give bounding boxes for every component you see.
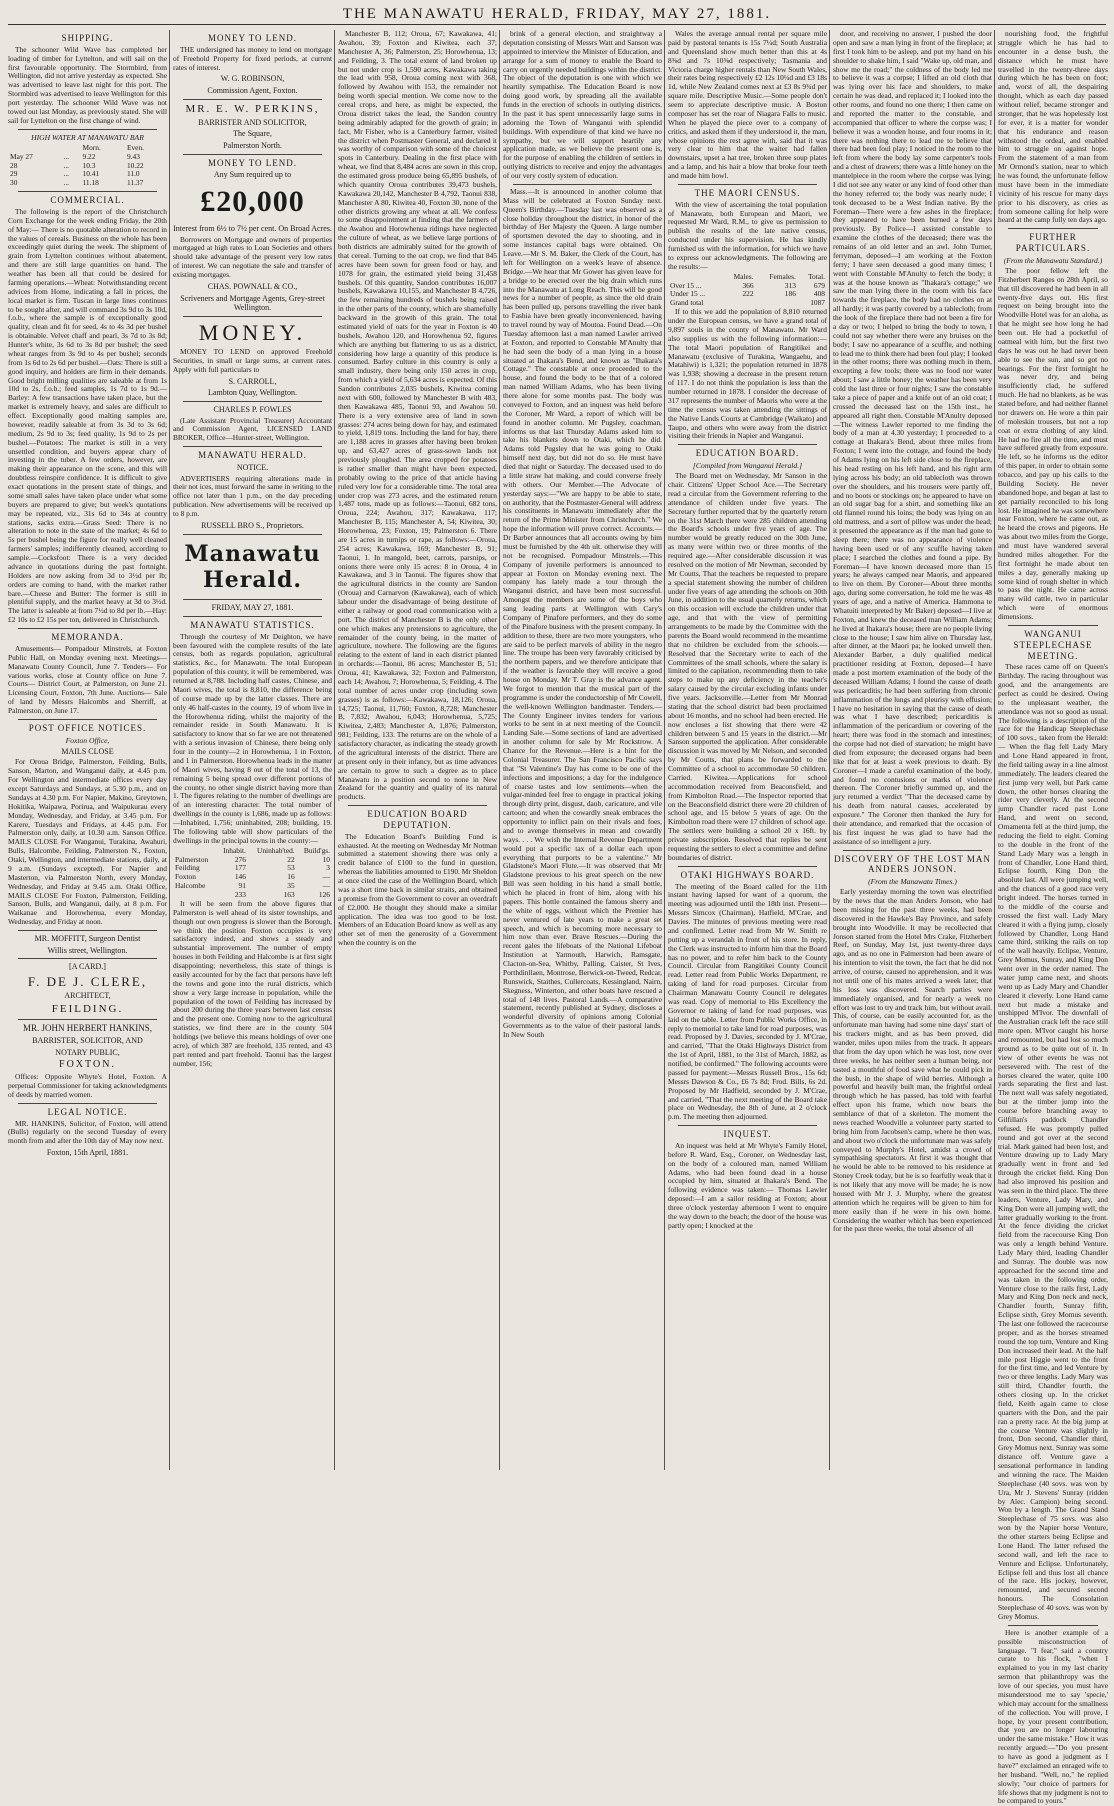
divider — [843, 850, 982, 851]
mails-close-label: MAILS CLOSE — [61, 746, 114, 756]
divider — [18, 719, 157, 720]
statistics-heading: MANAWATU STATISTICS. — [190, 619, 315, 630]
architect-role: ARCHITECT, — [64, 991, 111, 1001]
table-cell: 30 — [10, 178, 18, 188]
table-cell: 1087 — [810, 298, 825, 308]
table-cell: Build'gs. — [303, 845, 330, 855]
solicitor-place: FOXTON. — [59, 1059, 116, 1071]
divider — [678, 184, 817, 185]
divider — [183, 616, 322, 617]
pastoral-continued: Wales the average annual rental per square mile paid by pastoral tenants is 15s 7¼d; South Australia and Queensland show much better than this at 4s 8⅜d and 7s 10⅝d respectively; Tasmania and Victoria charge higher rentals than New South Wales, their rates being respectively £2 12s 10¼d and £3 18s 1d, while New Zealand comes next at £3 8s 9¾d per square mile. Descriptive Music.—Some people don't seem to appreciate descriptive music. A Boston composer has set the roar of Niagara Falls to music. When he played the piece over to a company of critics, and asked them if they understood it, the man, whose opinions the rest agree with, said that it was very clear to him that the waiter had fallen downstairs, upset a hat tree, broken three soup plates and a lamp, and his hair a blow that broke four teeth and made him howl. — [668, 29, 827, 180]
column-2 — [173, 30, 332, 1470]
divider — [18, 129, 157, 130]
table-cell: Even. — [126, 142, 145, 152]
divider — [1008, 625, 1098, 626]
herald-notice-text: ADVERTISERS requiring alterations made in their not ices, must forward the same in writing to the office not later than 1 p.m., on the day preceding publication. New advertisements will be received up to 8 p.m. — [173, 473, 332, 519]
table-cell: Grand total — [670, 298, 704, 308]
table-cell: 10.41 — [82, 169, 100, 179]
shipping-text: The schooner Wild Wave has completed her loading of timber for Lyttelton, and will sail on the first favourable opportunity. The Stormbird, from Wellington, did not arrive yesterday as expected. She was advertised to leave last night for this port. The Stormbird was advertised to leave Wellington for this port yesterday. The schooner Wild Wave was not towed out last Monday, as previously stated. She will sail for Lyttelton on the first change of wind. — [8, 44, 167, 125]
pownall-sign: CHAS. POWNALL & CO., — [207, 281, 298, 291]
statistics-text: Through the courtesy of Mr Deighton, we have been favoured with the complete results of the late census, both as regards population, agricultural statistics, &c., for Manawatu. The total European population of this county, it will be remembered, was returned at 8,788. Including half castes, Chinese, and Maori wives, the total is 8,810, the difference being of course made up by the latter classes. There are only 46 half-castes in the county, 19 of whom live in the Horowhenua riding, whilst the majority of the remainder reside in South Manawatu. It is satisfactory to know that so far we are not threatened with a serious invasion of Chinese, there being only four in the county—2 in Horowhenua, 1 in Foxton, and 1 in Palmerston. Horowhenua leads in the matter of Maori wives, having 8 out of the total of 13, the remaining 5 being spread over different portions of the county, no other single district having more than 1. The figures relating to the number of dwellings are of an interesting character. The total number of dwellings in the county is 1,686, made up as follows:—Inhabited, 1,756; uninhabited, 208; building, 19. The following table will show particulars of the dwellings in the principal towns in the county:— — [173, 631, 332, 845]
education-board-heading: EDUCATION BOARD. — [695, 448, 800, 459]
table-cell: Inhabit. — [223, 845, 246, 855]
post-office-text: For Oroua Bridge, Palmerston, Feilding, Bulls, Sanson, Marton, and Wanganui daily, at 4.45 p.m. For Wellington and intermediate offices every day except Saturdays and Sundays, at 5.30 p.m., and on Sundays at 4.30 p.m. For Napier, Makino, Greytown, Hokitika, Waipawa, Porirua, and Waipukurau every Monday, Wednesday, and Friday, at 3.45 p.m. For Karere, Tuesdays and Fridays, at 4.45 p.m. For Palmerston only, daily, at 10.30 a.m. Sanson Office. MAILS CLOSE For Wanganui, Turakina, Awahuri, Bulls, Halcombe, Feilding, Palmerston N., Foxton, Otaki, Wellington, and intermediate stations, daily, at 9 a.m. (Sundays excepted). For Napier and Masterton, via Palmerston North, every Monday, Wednesday, and Friday at 9.45 a.m. Otaki Office, MAILS CLOSE For Foxton, Palmerston, Feilding, Sanson, Bulls, and Wanganui, daily, at 8 p.m. For Waikanae and Horowhenua, every Monday, Wednesday, and Friday at noon. — [8, 757, 167, 927]
dwellings-table — [173, 847, 332, 900]
pownall-sign-2: Scriveners and Mortgage Agents, Grey-street Wellington. — [180, 293, 325, 313]
column-rule — [994, 30, 995, 1470]
table-cell: 366 — [742, 280, 754, 290]
table-cell: 233 — [234, 890, 246, 900]
table-cell: Females. — [769, 271, 796, 281]
miscellany-text: Here is another example of a possible misconstruction of language. "I fear," said a country curate to his flock, "when I explained to you in my last charity sermon that philanthropy was the love of our species, you must have misunderstood me to say 'specie,' which may account for the smallness of the collection. You will prove, I hope, by your present contribution, that you are no longer labouring under the same mistake." How it was recently argued:—"Do you present to have as good a judgment as I have?" exclaimed an enraged wife to her husband. "Well, no," he replied slowly; "our choice of partners for life shows that my judgment is not to be compared to yours." — [998, 1627, 1108, 1806]
table-cell: 29 — [10, 169, 18, 179]
money-to-lend-body: Borrowers on Mortgage and owners of properties mortgaged at high rates to Loan Societies and others should take advantage of the present very low rates of interest. We can negotiate the sale and transfer of existing mortgages. — [173, 234, 332, 280]
money-to-lend-amount: £20,000 — [200, 184, 305, 218]
money-to-lend-sign-2: Commission Agent, Foxton. — [207, 86, 298, 96]
post-office-subheading: Foxton Office, — [65, 735, 110, 745]
table-cell: Over 15 ... — [670, 280, 702, 290]
carroll-sign: S. CARROLL, — [228, 376, 277, 386]
column-4 — [503, 30, 662, 1470]
discovery-heading: DISCOVERY OF THE LOST MAN ANDERS JONSON. — [834, 853, 991, 875]
table-cell: Under 15 ... — [670, 289, 706, 299]
solicitor-role: BARRISTER, SOLICITOR, AND — [32, 1035, 143, 1045]
divider — [18, 1019, 157, 1020]
money-to-lend-text: THE undersigned has money to lend on mortgage of Freehold Property for fixed periods, at current rates of interest. — [173, 44, 332, 72]
column-1 — [8, 30, 167, 1470]
divider — [18, 1103, 157, 1104]
card-label: [A CARD.] — [69, 962, 106, 972]
carroll-sign-2: Lambton Quay, Wellington. — [208, 388, 297, 398]
table-cell: 11.37 — [126, 178, 144, 188]
legal-notice-text: MR. HANKINS, Solicitor, of Foxton, will attend (Bulls) regularly on the second Tuesday of every month from and after the 10th day of May now next. — [8, 1118, 167, 1146]
divider — [348, 805, 487, 806]
maori-census-text-2: If to this we add the population of 8,810 returned under the European census, we have a grand total of 9,897 souls in the county of Manawatu. Mr Ward also supplies us with the following information:— The total Maori population of Rangitikei and Manawatu (exclusive of Turakina, Wangaehu, and Matahiwi) is 1,321; the population returned in 1878 was 1,938; showing a decrease in the present return of 117. I do not think the population is less than the number returned in 1878. I consider the decrease of 317 represents the number of Maoris who were at the time the census was taken attending the sittings of the Native Lands Courts at Cambridge (Waikato) and Taupo, and others who were away from the district visiting their friends in Napier and Wanganui. — [668, 307, 827, 441]
education-board-source: [Compiled from Wanganui Herald.] — [692, 461, 803, 471]
herald-notice-heading: MANAWATU HERALD. — [198, 450, 307, 461]
table-cell: Palmerston — [175, 854, 209, 864]
money-to-lend-heading: MONEY TO LEND. — [207, 33, 298, 43]
table-cell: Morn. — [82, 142, 101, 152]
architect-place: FEILDING. — [51, 1002, 124, 1015]
discovery-source: (From the Manawatu Times.) — [868, 877, 957, 887]
fowles-text: (Late Assistant Provincial Treasurer) Accountant and Commission Agent, LICENSED LAND BROKER, Office—Hunter-street, Wellington. — [173, 415, 332, 443]
further-particulars-heading: FURTHER PARTICULARS. — [1015, 232, 1091, 254]
column-7 — [998, 29, 1109, 1806]
money-text: MONEY TO LEND on approved Freehold Securities, in small or large sums, at current rates. Apply with full particulars to — [173, 347, 332, 374]
divider — [183, 316, 322, 317]
column-rule — [334, 30, 335, 1470]
table-cell: Uninhab'ted. — [256, 845, 295, 855]
money-to-lend-sign: W. G. ROBINSON, — [220, 74, 285, 84]
education-board-text: The Board met on Wednesday, Mr Sanson in the chair. Citizens' Upper School Ace.—The Secretary read a circular from the Government referring to the attendance of children under five years. The Secretary further reported that by the quarterly return on the 31st March there were 285 children attending the Board's schools under five years of age. The number would be greatly reduced on the 30th June, as many were within two or three months of the required age.—After considerable discussion it was resolved on the motion of Mr Newman, seconded by Mr Coutts, That the teachers be requested to prepare a special statement showing the number of children under five years of age attending the schools on 30th June, in addition to the usual quarterly returns, which on this occasion will exclude the children under that age, and that with the view of permitting arrangements to be made by the Committee with the parents the Board would recommend in the meantime that no children be excluded from the schools.—Resolved that the Secretary write to each of the Committees of the small schools, where the salary is limited to the capitation, recommending them to take steps to make up any deficiency in the teacher's salary caused by the circular excluding infants under five years. Jacksonville.—Letter from Mr Monrad stating that the school district had been proclaimed about 16 months, and no school had been erected. He now encloses a list showing that there were 42 children between 5 and 15 years in the district.—Mr Sanson supported the application. After considerable discussion it was moved by Mr Nelson, and seconded by Mr Coutts, that plans be forwarded to the Committee of a school to accommodate 50 children. Carried. Kiwitea.—Applications for school accommodation received from Beaconsfield, and from Kimbolton Road.—The Inspector reported that on the Beaconsfield district there were 20 children of school age, and 15 below 5 years of age. On the Kimbolton road there were 17 children of school age. The settlers were building a school 20 x 16ft. by private subscription. Resolved that replies be sent requesting the settlers to elect a committee and define boundaries of district. — [668, 471, 827, 862]
table-cell: May 27 — [10, 151, 33, 161]
perkins-role: BARRISTER AND SOLICITOR, — [198, 117, 307, 127]
divider — [1008, 1625, 1098, 1626]
statistics-continued: Manchester B, 112; Oroua, 67; Kawakawa, 41; Awahou, 39; Foxton and Kiwitea, each 37; Manchester A, 36; Palmerston, 25; Horowhenua, 13; and Feilding, 3. The total extent of land broken up but not under crop is 1,590 acres, Kawakawa taking the lead with 958, Oroua coming next with 368, followed by Awahou with 153, the remainder not being worth special mention. We come now to the cereal crops, and here, as might be expected, the Oroua district takes the lead, the Sandon country being admirably adapted for the growth of grain; in fact, Mr Fisher, who is a Canterbury farmer, visited the district when Postmaster General, and declared it was worthy of comparison with some of the choicest spots in Canterbury. Dealing in the first place with wheat, we find that 8,484 acres are sown in this crop, the estimated gross produce being 65,895 bushels, of which quantity Oroua contributes 39,473 bushels, Kawakawa 20,142, Manchester B 4,792, Taonui 838, Manchester A 80, Kiwitea 40, Foxton 30, none of the other districts growing any wheat at all. We confess to some disappointment at finding that the farmers of the Awahou and Horowhenua ridings have neglected the culture of wheat, as we believe large portions of both districts are admirably suited for the growth of that cereal. Turning to the oat crop, we find that 845 acres have been sown for green food or hay, and 1078 for grain, the estimated yield being 31,458 bushels. Of this quantity, Sandon contributes 16,007 bushels, Kawakawa 10,155, and Manchester B 4,726, the few remaining hundreds of bushels being raised in the other parts of the county, which are shamefully backward in the growth of this grain. The total estimated yield of oats for the year in Foxton is 40 bushels, Awahou 120, and Horowhenua 92, figures which are anything but flattering to us as a district, considering how large a quantity of this produce is consumed. Barley culture in this country is only a small industry, there being only 150 acres in crop, from which a yield of 5,634 acres is expected. Of this Sandon contributes 2,035 bushels, Kiwitea coming next with 600, followed by Manchester B with 483, then Kawakawa 485, Taonui 93, and Awahou 50. There is a very extensive area of land in sown grasses: 274 acres being down for hay, and estimated to yield, 1,819 tons. Including the land for hay, there are 1,188 acres in grasses after having been broken up, and 63,427 acres of grass-sown lands not previously ploughed. The area cropped for potatoes is rather smaller than might have been expected, probably owing to the price of that article having ruled very low for a considerable time. The total area under crop was 273 acres, and the estimated return 1,487 tons, made up as follows:—Taonui, 682 tons, Oroua, 224; Awahou, 317; Kawakawa, 117; Manchester B, 115; Manchester A, 54; Kiwitea, 30; Horowhenua, 23; Foxton, 19; Palmerston 6. There are 15 acres in turnips or rape, as follows:—Oroua, 254 acres; Kawakawa, 169; Manchester B, 91; Taonui, 1. In mangold, beet, carrots, parsnips, or onions there were only 15 acres: 8 in Oroua, 4 in Kawakawa, and 3 in Taonui. The figures show that the agricultural districts in the county are Sandon (Oroua) and Carnarvon (Kawakawa), each of which labour under the disadvantage of being destitute of either a railway or good road communication with a port. The district of Manchester B is the only other one which makes any pretensions to agriculture, the remainder of the county being, in the matter of agriculture, nowhere. The following are the figures relating to the extent of land in each district planted in orchards:—Taonui, 86 acres; Manchester B, 51; Oroua, 41; Kawakawa, 32; Foxton and Palmerston, each 14; Awahou, 7; Horowhenua, 5; Feilding, 4. The total number of acres under crop (including sown grasses) is as follows:—Kawakawa, 18,126; Oroua, 14,725; Taonui, 11,760; Foxton, 8,728; Manchester B, 7,832; Awahou, 6,043; Horowhenua, 5,725; Kiwitea, 2,483; Manchester A, 1,876; Palmerston, 981; Feilding, 133. The returns are on the whole of a satisfactory character, as indicating the steady growth of the agricultural interests of the district. There are at present only in their infancy, but as time advances are certain to grow to such a degree as to place Manawatu in a position second to none in New Zealand for the quantity and quality of its natural products. — [338, 29, 497, 802]
solicitor-name: MR. JOHN HERBERT HANKINS, — [22, 1023, 153, 1034]
table-cell: 28 — [10, 160, 18, 170]
table-cell: Halcombe — [175, 881, 206, 891]
table-cell: 9.22 — [82, 151, 96, 161]
table-cell: 10 — [322, 854, 330, 864]
table-cell: 22 — [287, 854, 295, 864]
perkins-address: The Square, — [233, 129, 272, 139]
divider — [18, 930, 157, 931]
table-cell: 53 — [287, 863, 295, 873]
table-cell: Males. — [733, 271, 754, 281]
money-heading: MONEY. — [198, 319, 307, 345]
divider — [183, 154, 322, 155]
table-cell: 11.18 — [82, 178, 99, 188]
steeplechase-heading: WANGANUI STEEPLECHASE MEETING. — [1013, 628, 1093, 661]
local-news-text: Mass.—It is announced in another column that Mass will be celebrated at Foxton Sunday next. Queen's Birthday.—Tuesday last was observed as a close holiday throughout the district, in honor of the birthday of Her Majesty the Queen. A large number of sportsmen devoted the day to shooting, and in some instances capital bags were obtained. On Leave.—Mr S. M. Baker, the Clerk of the Court, has left for Wellington on a week's leave of absence. Bridge.—We hear that Mr Gower has given leave for a bridge to be erected over the big drain which runs into the Manawatu at Long Reach. This will be good news for a number of people, as since the old drain has been pulled up, persons travelling the river bank to Fashia have been greatly inconvenienced, having to travel round by way of Moutoa. Found Dead.—On Tuesday afternoon last a man named Lawler arrived at Foxton, and reported to Constable M'Anulty that he had seen the body of a man lying in a house situated at Ihakara's Bend, and known as "Ihakara's Cottage." The constable at once proceeded to the house, and found the body to be that of a colored man named William Adams, who has been living there alone for some months past. The body was conveyed to Foxton, and an inquest was held before the Coroner, Mr Ward, a report of which will be found in another column. Mr Pugsley, coachman, informs us that last Thursday Adams asked him to take his blankets down to Otaki, which he did. Adams told Pugsley that he was going to Otaki himself next day, but did not do so. He must have died that night or Saturday. The deceased used to do a little straw hat making, and could converse freely with others. Our Member.—The Advocate of yesterday says:—"We are happy to be able to state, on authority, that the Postmaster-General will address his constituents in Manawatu immediately after the return of the Prime Minister from Christchurch." We hope the information will prove correct. Accounts.—Dr Barber announces that all accounts owing by him must be furnished by the 4th ult. otherwise they will not be recognised. Pompadour Minstrels.—This Company of juvenile performers is announced to appear at Foxton on Monday evening next. The company has lately made a tour through the Wanganui district, and have been most successful. Amongst the members are some of the boys who sang leading parts at Wellington with Cary's Company of Pinafore performers, and they do some of the Pinafore business with the present company. In addition to these, there are two more youngsters, who are said to be perfect marvels of ability in the negro line. The troupe has been very favorably criticised by the northern papers, and we therefore anticipate that if the weather is favorable they will receive a good house on Monday. Mr T. Gray is the advance agent. We forgot to mention that the musical part of the programme is under the conductorship of Mr Cowell, the well-known Wellington bandmaster. Tenders.—The County Engineer invites tenders for various works to be sent in at next meeting of the Council. Landing Sale.—Some sections of land are advertised in another column for sale by Mr Rockstrow. A Chance for the Revenue.—Here is a hint for the Colonial Treasurer. The San Francisco Pacific says that "St Valentine's Day has come to be one of the infections and impositions; a day for the indulgence of coarse tastes and low sentiments—when the vulgar-minded feel free to engage in practical joking through dirty print, disgust, daub, caricature, and vile cartoon; and when the cowardly sneak embraces the opportunity to inflict pain on their rivals and foes, and to avenge themselves in mean and cowardly ways. . . . We wish the Internal Revenue Department would put a specific tax of a dollar each upon everything that purports to be a valentine." Mr Gladstone's Maori Flute.—It was observed that Mr Gladstone previous to his great speech on the new Bill was seen holding in his hand a small bottle, which he placed in front of him, along with his papers. This bottle contained the famous sherry and the white of eggs, without which the Premier has never ventured of late years to make a great set speech, and which is becoming more necessary to him now than ever. Brave Rescues.—During the recent gales the lifeboats of the National Lifeboat Institution at Yarmouth, Harwich, Ramsgate, Clacton-on-Sea, Whitby, Palling, Caister, St Ives, Porthdinllaen, Montrose, Berwick-on-Tweed, Redcar, Runswick, Staithes, Cullercoats, Kessingland, Nairn, Skegness, Winterton, and other boats have rescued a total of 148 lives. Pastoral Lands.—A comparative statement, recently published at Sydney, discloses a wonderful diversity of opinions among Colonial Governments as to the value of their pastoral lands. In New South — [503, 186, 662, 1039]
column-6 — [833, 30, 992, 1470]
solicitor-role-2: NOTARY PUBLIC, — [55, 1047, 120, 1057]
table-cell: 276 — [234, 854, 246, 864]
table-cell: ... — [63, 169, 70, 179]
education-deputation-heading: EDUCATION BOARD DEPUTATION. — [367, 809, 468, 830]
inquest-text: An inquest was held at Mr Whyte's Family Hotel, before R. Ward, Esq., Coroner, on Wednesday last, on the body of a coloured man, named William Adams, who had been found dead in a house occupied by him, situated at Ihakara's Bend. The following evidence was taken:— Thomas Lawler deposed:—I am a sailor residing at Foxton; about three o'clock yesterday afternoon I went to enquire the way down to the beach; the door of the house was partly open; I knocked at the — [668, 1140, 827, 1230]
table-cell: 11.0 — [126, 169, 140, 179]
post-office-heading: POST OFFICE NOTICES. — [28, 722, 147, 733]
table-cell: ... — [63, 178, 70, 188]
table-cell: 10.22 — [126, 160, 144, 170]
deputation-continued: brink of a general election, and straightway a deputation consisting of Messrs Watt and Sanson was appointed to interview the Minister of Education, and arrange for a sum of money to enable the Board to carry on urgently needed buildings within the district. The object of the deputation is one with which we heartily sympathise. The Education Board is now doing good work, by spreading all the available funds in the erection of schools in outlying districts. In the past it has spent unnecessarily large sums in adorning the Town of Wanganui with splendid buildings. With expenditure of that kind we have no sympathy, but we will support heartily any application made, as we believe the present one is, for the purpose of enabling the children of settlers in outlying districts to receive and enjoy the advantages of our very costly system of education. — [503, 29, 662, 180]
divider — [183, 99, 322, 100]
commercial-text: The following is the report of the Christchurch Corn Exchange for the week ending Friday, the 20th of May:— There is no quotable alteration to record in the values of cereals. Business on the whole has been exceedingly quiet during the week. The shipment of grain from Lyttelton continues without abatement, and there are still large quantities on hand. The weather has been all that could be desired for farming operations.—Wheat: Notwithstanding recent advices from Home, indicating a fall in prices, the local market is firm. Tuscan in large lines continues to be sought after, and will command 3s 9d to 3s 10d, f.o.b., where the sample is of exceptionally good quality, clean and fit for seed, 4s to 4s 3d per bushel is obtainable. Velvet chaff and pearl, 3s 7d to 3s 8d; Hunter's white, 3s 6d to 3s 8d per bushel; the seed wheat ranges from 3s 9d to 4s per bushel; seconds from 1s 6d to 2s 6d per bushel.—Oats: There is still a good inquiry, and holders are firm in their demands. Good bright milling qualities are saleable at from 1s 10d to 2s, f.o.b.; feed samples, 1s 7d to 1s 9d.—Barley: A few transactions have taken place, but the market is extremely heavy, and sales are difficult to effect. Exceptionally good malting samples are, however, readily saleable at from 3s 3d to 3s 6d; medium, 2s 9d to 3s; feed quality, 1s 9d to 2s per bushel.—Potatoes: The market is still in a very unsettled condition, and buyers appear chary of investing in the tuber. A few orders, however, are making their appearance on the scene, and this will doubtless reinspire confidence. It is difficult to give exact quotations in the present state of things, and some small sales have taken place under what some buyers are prepared to give; but week's quotations may be repeated, viz., 31s 6d to 34s at country stations, sacks extra.—Grass Seed: There is no alteration to note in the state of the market; 4s 6d to 5s per bushel being the figure for really well cleaned farmers' samples; indifferently cleaned, according to sample.—Cocksfoot: There is a very decided advance in quotations during the past fortnight. Holders are now asking from 3d to 3½d per lb; orders are coming to hand, with the market rather bare.—Cheese and Butter: The former is still in plentiful supply, and the market heavy at 3d to 3½d. The latter is saleable at from 7½d to 8d per lb.—Hay: £2 10s to £2 15s per ton, delivered in Christchurch. — [8, 206, 167, 625]
table-cell: 313 — [784, 280, 796, 290]
divider — [678, 866, 817, 867]
memoranda-text: Amusements— Pompadour Minstrels, at Foxton Public Hall, on Monday evening next. Meetings— Manawatu County Council, June 7. Tenders— For various works, close at County office on June 7. Courts— District Court, at Palmerston, on June 21. Licensing Court, Foxton, 7th June. Auctions— Sale of land by Messrs Halcombs and Sherriff, at Palmerston, on June 17. — [8, 643, 167, 715]
table-cell: — — [322, 872, 330, 882]
table-cell: 35 — [287, 881, 295, 891]
divider — [1008, 228, 1098, 229]
money-to-lend-sum-label: Any Sum required up to — [213, 170, 292, 180]
table-cell: 222 — [742, 289, 754, 299]
tide-table — [8, 144, 167, 188]
statistics-text-2: It will be seen from the above figures that Palmerston is well ahead of its sister townships, and though our own progress is slower than the Borough, we think the position Foxton occupies is very satisfactory indeed, and shows a steady and substantial improvement. The number of empty houses in both Feilding and Halcombe is at first sight disappointing; nevertheless, this state of things is easily accounted for by the fact that persons have left the towns and gone into the rural districts, which show a very large increase in population, while the population of the town of Feilding has increased by about 200 during the three years between last census and the present one. Coming now to the agricultural statistics, we find there are in the county 504 holdings (we believe this means holdings of over one acre), of which 387 are freehold, 135 rented, and 43 part rented and part freehold. Taonui has the largest number, 156; — [173, 898, 332, 1068]
discovery-text: Early yesterday morning the town was electrified by the news that the man Anders Jonson, who had been missing for the past three weeks, had been discovered in the Hawke's Bay Province, and safely brought into Woodville. It may be recollected that Jonson started from the Hotel Mrs Crake, Fitzherbert Reef, on Sunday, May 1st, just twenty-three days ago, and as no one in Palmerston had been aware of his intention to visit the town, the fact that he did not arrive, of course, caused no apprehension, and it was not until one of his mates arrived a week later, that his loss was discovered. Search parties were immediately organised, and for nearly a week no effort was lost to try and track him, but without avail. This, of course, can be easily accounted for, as the unfortunate man having had some nine days' start of his trackers might, and as has been proved, did wander, miles upon miles from the track. It appears that from the day upon which he was lost, now over three weeks, he has neither seen a human being, nor tasted a mouthful of food save what he could pick in the bush, in the shape of wild berries. Although a powerful and heavily built man, the frightful ordeal through which he has passed, has told with fearful effect upon his frame, which now bears the semblance of that of a skeleton. The moment the news reached Woodville a volunteer party started to bring him from Jacobsen's camp, where he then was, and about two o'clock the unfortunate man was safely conveyed to Murphy's Hotel, amidst a crowd of sympathising spectators. At first it was thought that he would be able to be removed to his residence at Stoney Creek today, but he is so fearfully weak that it is not likely that any move will be made; he is now housed with Mr J. J. Murphy, where the greatest attention which he requires will be given to him for more easily than if he were in his own home. Considering the weather which has been experienced for the past three weeks, the total absence of all — [833, 887, 992, 1234]
fowles-name: CHARLES P. FOWLES — [213, 404, 292, 414]
table-cell: Total. — [808, 271, 825, 281]
divider — [183, 401, 322, 402]
perkins-name: MR. E. W. PERKINS, — [185, 102, 320, 115]
table-cell: 146 — [234, 872, 246, 882]
solicitor-text: Offices: Opposite Whyte's Hotel, Foxton. A perpetual Commissioner for taking acknowledgments of deeds by married women. — [8, 1072, 167, 1099]
herald-notice-sign: RUSSELL BRO S., Proprietors. — [201, 520, 304, 530]
otaki-highways-heading: OTAKI HIGHWAYS BOARD. — [680, 869, 815, 880]
table-cell: 9.43 — [126, 151, 140, 161]
maori-census-table — [668, 273, 827, 309]
divider — [183, 534, 322, 535]
legal-notice-heading: LEGAL NOTICE. — [47, 1106, 128, 1117]
dateline: FRIDAY, MAY 27, 1881. — [211, 603, 294, 613]
further-particulars-source: (From the Manawatu Standard.) — [1003, 255, 1103, 265]
table-cell: 10.3 — [82, 160, 96, 170]
table-cell: 186 — [784, 289, 796, 299]
column-rule — [499, 30, 500, 1470]
discovery-continued: nourishing food, the frightful struggle which he has had to encounter in a dense bush, the distance which he must have travelled in the twenty-three days during which he has been on foot; and, worst of all, the despairing thought, which as each day passed without relief, became stronger and stronger, that he was hopelessly lost for ever, it is a matter for wonder that his endurance and reason withstood the ordeal, and enabled him to struggle on against hope. From the statement of a man from Mr Ormond's station, near to which he was found, the unfortunate fellow must have been in the immediate vicinity of his rescue for many days prior to his discovery, as cries as from someone calling for help were heard at the camp fully ten days ago. — [998, 29, 1108, 225]
table-cell: — — [322, 881, 330, 891]
maori-census-heading: THE MAORI CENSUS. — [694, 187, 801, 198]
dentist-ad-name: MR. MOFFITT, Surgeon Dentist — [34, 934, 141, 943]
divider — [18, 191, 157, 192]
legal-notice-sign: Foxton, 15th April, 1881. — [46, 1148, 129, 1158]
column-rule — [664, 30, 665, 1470]
memoranda-heading: MEMORANDA. — [51, 632, 124, 643]
column-rule — [829, 30, 830, 1470]
table-cell: 16 — [287, 872, 295, 882]
column-rule — [169, 30, 170, 1470]
table-cell: 679 — [813, 280, 825, 290]
dentist-ad-address: Willis street, Wellington. — [47, 945, 128, 955]
divider — [678, 1125, 817, 1126]
table-cell: 3 — [326, 863, 330, 873]
column-5 — [668, 30, 827, 1470]
commercial-heading: COMMERCIAL. — [50, 195, 125, 206]
shipping-heading: SHIPPING. — [61, 33, 114, 43]
divider — [513, 184, 652, 185]
table-cell: ... — [63, 151, 70, 161]
herald-notice-sub: NOTICE. — [236, 462, 269, 472]
money-to-lend-rate: Interest from 6½ to 7½ per cent. On Broad Acres. — [173, 223, 332, 233]
newspaper-nameplate: Manawatu Herald. — [184, 540, 321, 593]
table-row — [173, 882, 332, 891]
divider — [678, 444, 817, 445]
divider — [18, 958, 157, 959]
otaki-highways-text: The meeting of the Board called for the 11th instant having lapsed for want of a quorum, the meeting was adjourned until the 18th inst. Present—Messrs Simcox (Chairman), Hatfield, M'Crae, and Davies. The minutes of previous meeting were read and confirmed. Letter read from Mr W. Smith re putting up a verandah in front of his store. In reply, the Clerk was instructed to inform him that the Board has no power, and to refer him back to the County Council. Circular from Rangitikei County Council read. Letter read from Public Works Department, re taking of land for road purposes. Circular from Chairman Manawatu County Council re delegates was read. Copy of memorial to His Excellency the Governor re taking of land for road purposes, was laid on the table. Letter from Public Works Office, in reply to memorial to take land for road purposes, was read. Proposed by J. Davies, seconded by J. M'Crae, and carried, "That the Otaki Highways District from the 1st of April, 1881, to the 31st of March, 1882, as notified, be confirmed." The following accounts were passed for payment:—Messrs Russell Bros., 15s 6d; Messrs Dawson & Co., £6 7s 8d; Frod. Bills, 6s 2d. Proposed by Mr Hadfield, seconded by J. M'Crae, and carried, "That the next meeting of the Board take place on Wednesday, the 8th of June, at 2 o'clock p.m. The meeting then adjourned. — [668, 881, 827, 1122]
table-row — [173, 864, 332, 873]
education-deputation-text: The Education Board's Building Fund is exhausted. At the meeting on Wednesday Mr Notman submitted a statement showing there was only a credit balance of £100 to the fund in question, whereas the liabilities amounted to £190. Mr Sheldon at once cited the case of the Wellington Board, which was a short time back in similar straits, and obtained a promise from the Government to cover an overdraft of £2,000. He thought they should make a similar application. The idea was too good to be lost. Members of an Education Board know as well as any other set of men the generosity of a Government when the country is on the — [338, 831, 497, 948]
inquest-continued: door, and receiving no answer, I pushed the door open and saw a man lying in front of the fireplace; at first I took him to be asleep, and put my hand on his shoulder to shake him, I said "Wake up, old man, and show me the road;" the coldness of the body led me to believe it was a corpse; I lifted an old cloth that was lying over his face and shoulders, to make certain he was dead, and replaced it; I looked into the other rooms, and found no one there; I then came on and reported the matter to the constable, and accompanied that officer to where the corpse was; I believe it was a wooden house, and four rooms in it; there was nothing there to lead me to believe that there had been foul play; I noticed in the room to the left from where the body lay some carpenter's tools and a chest of drawers; there was a little honey on the mantelpiece in the room where the corpse was lying; I did not see any water or any kind of food other than the honey referred to; the body was nearly nude; I took deceased to be a West Indian native. By the Foreman—There were a few ashes in the fireplace; they appeared to have been burned a few days previously. By Police—I assisted constable to examine the clothes of the deceased; there was the remains of an old letter and an awl. John Turner, ferryman, deposed—I am working at the Foxton ferry; I have seen deceased a good many times; I went with Constable M'Anulty to fetch the body; it was at the house known as "Ihakara's cottage;" we saw the man lying there in the room with his face towards the fireplace, the body had no clothes on at all hardly; it was partly covered by a tablecloth; from the look of the fireplace there had not been a fire for a day or two; I helped to bring the body to town, I could not say whether there were any bruises on the body; I saw no appearance of a scuffle, and nothing to lead me to think there had been foul play; I looked in the other rooms; there was nothing much in them, excepting a few tools; there was no food nor water about; I saw a little honey; the weather has been very cold the last three or four nights; I saw the constable take a piece of paper and a knife out of an old coat; I crossed the deceased last on the 15th inst., he appeared all right then. Constable M'Anulty deposed—The witness Lawler reported to me finding the body of a man at 4.30 yesterday; I proceeded to a cottage at Ihakara's Bend, about three miles from Foxton; I went into the cottage, and found the body of Adams lying on his left side close to the fireplace, his head resting on his left hand, and his right arm lying across his body; an old tablecloth was thrown over the shoulders, and his trousers were partly off, and no boots or stockings on; he appeared to have on an old sugar bag for a shirt, and something like an old flannel round his loins; the body was lying on an old mattress, and a sort of pillow was under the head; it presented the appearance as if the man had gone to sleep there; there was no appearance of violence having been used or of any scuffle having taken place; I searched the clothes and found a pipe. By Foreman—I have known deceased more than 15 years; he always camped near Maoris, and appeared to live on them. By Coroner—About three months ago, during some conversation, he told me he was 48 years of age, and a native of America. Hammona te Whatuiti interpreted by Mr Baker) deposed—I live at Foxton, and knew the deceased man William Adams; he lived at Ihakara's house; there are no people living close to the house; I saw him alive on Thursday last, after dinner, at the Maori pa; he looked unwell then. Alexander Barber, a duly qualified medical practitioner residing at Foxton, deposed—I have made a post mortem examination of the body of the deceased William Adams; I found the cause of death was pericarditis; he had been suffering from chronic inflammation of the lungs and pleurisy with effusion; I have no hesitation in saying that the cause of death was what I have described; pericarditis is inflammation of the pericardium or covering of the heart; there was food in the stomach and intestines; the corpse had not died of starvation; he might have died from exposure; the deceased organs had been like that for at least a week previous to death. By Coroner—I made a careful examination of the body, and found no contusions or marks of violence thereon. The Coroner briefly summed up, and the jury returned a verdict "That the deceased came by his death from natural causes, accelerated by exposure." The Coroner then thanked the Jury for their attendance, and remarked that the occasion of his first inquest he was glad to have had the assistance of so intelligent a jury. — [833, 29, 992, 846]
top-rule — [8, 24, 1106, 25]
tide-heading: HIGH WATER AT MANAWATU BAR — [31, 132, 144, 142]
divider — [183, 446, 322, 447]
perkins-place: Palmerston North. — [223, 140, 282, 150]
table-cell: 408 — [813, 289, 825, 299]
column-3 — [338, 30, 497, 1470]
page-masthead: THE MANAWATU HERALD, FRIDAY, MAY 27, 1881. — [342, 6, 772, 22]
further-particulars-text: The poor fellow left the Fitzherbert Ranges on 28th April, so that till discovered he had been in all twenty-five days out. His first request on being brought into the Woodville Hotel was for an aloha, as that he might see how long he had been out. He had a pocketful of oatmeal with him, but the first two days he was out he had never been able to see the sun, and so got no bearings. For the first fortnight he was never dry, and being insufficiently clad, he suffered much. He had no blankets, as he was stated before, and had neither flannel nor drawers on. He wore a thin pair of moleskin trousers, but not a top coat or extra clothing of any kind. He had no fire all the time, and must have suffered greatly from exposure. He left, so he informs us the editor of this paper, in order to obtain some tobacco, and pay up his calls to the Building Society. He never abandoned hope, and began at last to get partially reconciled to his long lost. He imagined he was somewhere near Foxton, where he came out, as he heard the crows and pigeons. He was about two miles from the Gorge, and must have wandered several hundred miles altogether. For the first fortnight he made about ten miles a day, generally making up some kind of rough shelter in which to pass the night. He came across many wild cattle, two in particular which were of enormous dimensions. — [998, 265, 1109, 622]
divider — [18, 628, 157, 629]
divider — [183, 599, 322, 600]
architect-name: F. DE J. CLERE, — [27, 973, 148, 989]
table-cell: Foxton — [175, 872, 196, 882]
table-cell: 163 — [283, 890, 295, 900]
table-row — [8, 179, 167, 188]
table-cell: Feilding — [175, 863, 200, 873]
table-cell: ... — [63, 160, 70, 170]
inquest-heading: INQUEST. — [723, 1129, 772, 1140]
table-cell: 91 — [238, 881, 246, 891]
money-to-lend-heading-2: MONEY TO LEND. — [207, 157, 298, 168]
maori-census-text: With the view of ascertaining the total population of Manawatu, both European and Maori, we requested Mr Ward, R.M., to give us permission to publish the results of the late native census, conducted under his supervision. He has kindly furnished us with the information, for which we have to express our acknowledgments. The following are the results:— — [668, 199, 827, 271]
table-cell: 177 — [234, 863, 246, 873]
table-cell: 126 — [318, 890, 330, 900]
steeplechase-text: These races came off on Queen's Birthday. The racing throughout was good, and the arrangements are perfect as could be desired. Owing to the unpleasant weather, the attendance was not so good as usual. The following is a description of the race for the Handicap Steeplechase of 100 sovs., taken from the Herald:— When the flag fell Lady Mary and Lone Hand appeared in front, the field tailing away in a line almost immediately. The leaders cleared the first jump very well, but Park came down, the other horses clearing the rider very cleverly. At the second jump Chandler raced past Lone Hand, and went on second, Ornamenta fell at the third jump, the reducing the field to eight. Coming to the double in the front of the Stand Lady Mary was a length in front of Chandler, Lone Hand third, Eclipse fourth, King Don the absolute last. All were jumping well, and the chances of a good race very bright indeed. The horses turned in to the middle of the course and crossed the first wall. Lady Mary cleared it with a flying jump, closely followed by Chandler, Long Hand came third, striking the rails on top of the wall heavily. Eclipse, Venture, Grey Momus, Sunray, and King Don went over in the order named. The water jump came next, and shoots went up as Lady Mary and Chandler cleared it cleverly. Lone Hand came next but made a mistake and unshipped M'Ivor. The downfall of the Australian crack left the race still more open. M'Ivor caught his horse and remounted, but had lost so much ground as to be quite out of it. In view of other events he was not persevered with. The rest of the horses cleared the water, quite 100 yards separating the first and last. The next wall was safely negotiated, but at the timber jump into the course before branching away to Gilfillan's paddock Chandler refused. He was promptly pulled round and got over at the second trial. Mark gained had been lost, and Venture drawing up to Lady Mary gradually went in front and led through the cricket field. King Don had also improved his position and was seen in the third place. The three leaders, Venture, Lady Mary, and King Don were all jumping well, the latter gradually working to the front. At the fence dividing the cricket field from the racecourse King Don was only a length behind Venture. Lady Mary third, leading Chandler and Sunray. The double was now approached for the second time and was taken in the following order, Venture close to the rails first, Lady Mary and King Don neck and neck, Chandler fourth, Sunray fifth, Eclipse sixth, Grey Momus seventh. The last one followed the racecourse proper, and as the horses streamed round the top turn, Venture and King Don increased their lead. At the half mile post Higgie went to the front for the first time, and led Venture by two or three lengths. Lady Mary was still third, Chandler fourth, the others closing up. In the cricket field, Keith again came to close quarters with the Don, and the pair ran a pretty race. At the big jump at the course Venture was slightly in front, Don second, Chandler third, Grey Momus next. Sunray was some distance off. Venture gave a sensational performance in landing and winning the race. The Maiden Steeplechase (40 sovs. was won by Ura, Mr J. Stevens' Sunray (ridden by Alec. Campion) being second. Won by a length. The Grand Stand Steeplechase of 75 sovs. was also won by the Napier horse Venture, the other starters being Eclipse and Lone Hand. The latter refused the second wall, and left the race to Venture and Eclipse. Unfortunately, Eclipse fell and thus lost all chance of the race. His jockey, however, remounted, and secured second honours. The Consolation Steeplechase of 40 sovs. was won by Grey Momus. — [998, 662, 1108, 1621]
